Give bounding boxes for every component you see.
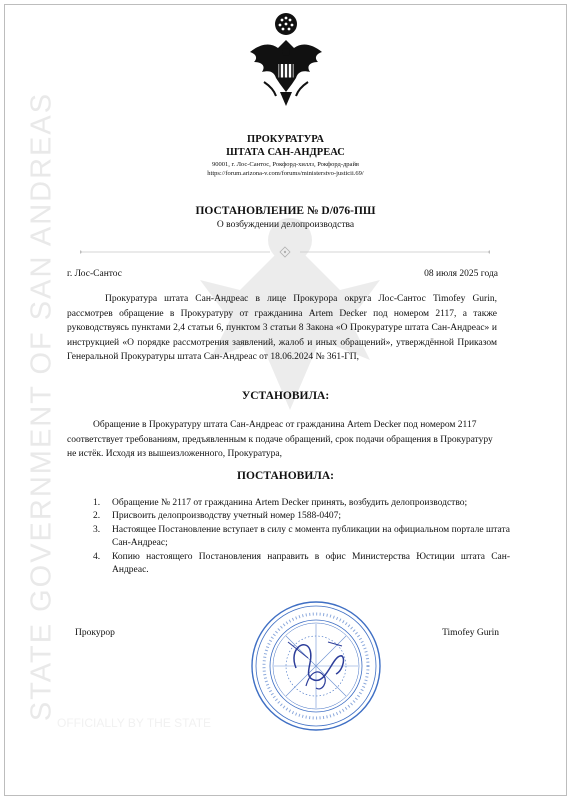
decided-heading: ПОСТАНОВИЛА:	[237, 470, 334, 482]
document-title: ПОСТАНОВЛЕНИЕ № D/076-ПШ	[195, 205, 376, 217]
document-city: г. Лос-Сантос	[67, 269, 123, 279]
established-heading: УСТАНОВИЛА:	[241, 390, 330, 402]
org-address: 90001, г. Лос-Сантос, Рокфорд-хиллз, Рокфорд-драйв	[211, 161, 359, 168]
list-item: 2. Присвоить делопроизводству учетный номер 1588-0407;	[93, 511, 342, 522]
ornament-divider	[80, 245, 490, 259]
org-url-link[interactable]: https://forum.arizona-v.com/forums/ministerstvo-justicii.69/	[207, 170, 364, 177]
org-name-line1: ПРОКУРАТУРА	[247, 134, 324, 145]
document-subtitle: О возбуждении делопроизводства	[216, 220, 355, 230]
intro-paragraph: Прокуратура штата Сан-Андреас в лице Прокурора округа Лос-Сантос Timofey Gurin, рассмотрев обращение в Прокуратуру от гражданина Artem Decker под номером 2117, а также руководствуясь пунктами 2,4 статьи 6, пунктом 3 статьи 8 Закона «О Прокуратуре штата Сан-Андреас» и инструкцией «О порядке рассмотрения заявлений, жалоб и иных обращений», утверждённой Приказом Генеральной Прокуратуры штата Сан-Андреас от 18.06.2024 № 361-ГП,	[67, 294, 497, 363]
established-paragraph: Обращение в Прокуратуру штата Сан-Андреас от гражданина Artem Decker под номером 2117 соответствует требованиям, предъявленным к подаче обращений, срок подачи обращения в Прокуратуру не истёк. Исходя из вышеизложенного, Прокуратура,	[67, 420, 493, 460]
document-date: 08 июля 2025 года	[424, 269, 498, 279]
decision-list	[67, 497, 510, 577]
list-item: 4. Копию настоящего Постановления направить в офис Министерства Юстиции штата Сан-Андреас.	[93, 551, 510, 576]
side-watermark: STATE GOVERNMENT OF SAN ANDREAS	[25, 91, 58, 722]
list-item: 3. Настоящее Постановление вступает в силу с момента публикации на официальном портале штата Сан-Андреас;	[93, 524, 510, 549]
eagle-emblem	[244, 8, 328, 112]
officially-stamp-watermark: OFFICIALLY BY THE STATE	[57, 716, 212, 730]
list-item: 1. Обращение № 2117 от гражданина Artem Decker принять, возбудить делопроизводство;	[93, 498, 468, 508]
signer-name: Timofey Gurin	[442, 628, 499, 638]
org-name-line2: ШТАТА САН-АНДРЕАС	[226, 147, 345, 158]
signer-position: Прокурор	[75, 628, 115, 638]
official-seal-stamp	[248, 598, 384, 734]
